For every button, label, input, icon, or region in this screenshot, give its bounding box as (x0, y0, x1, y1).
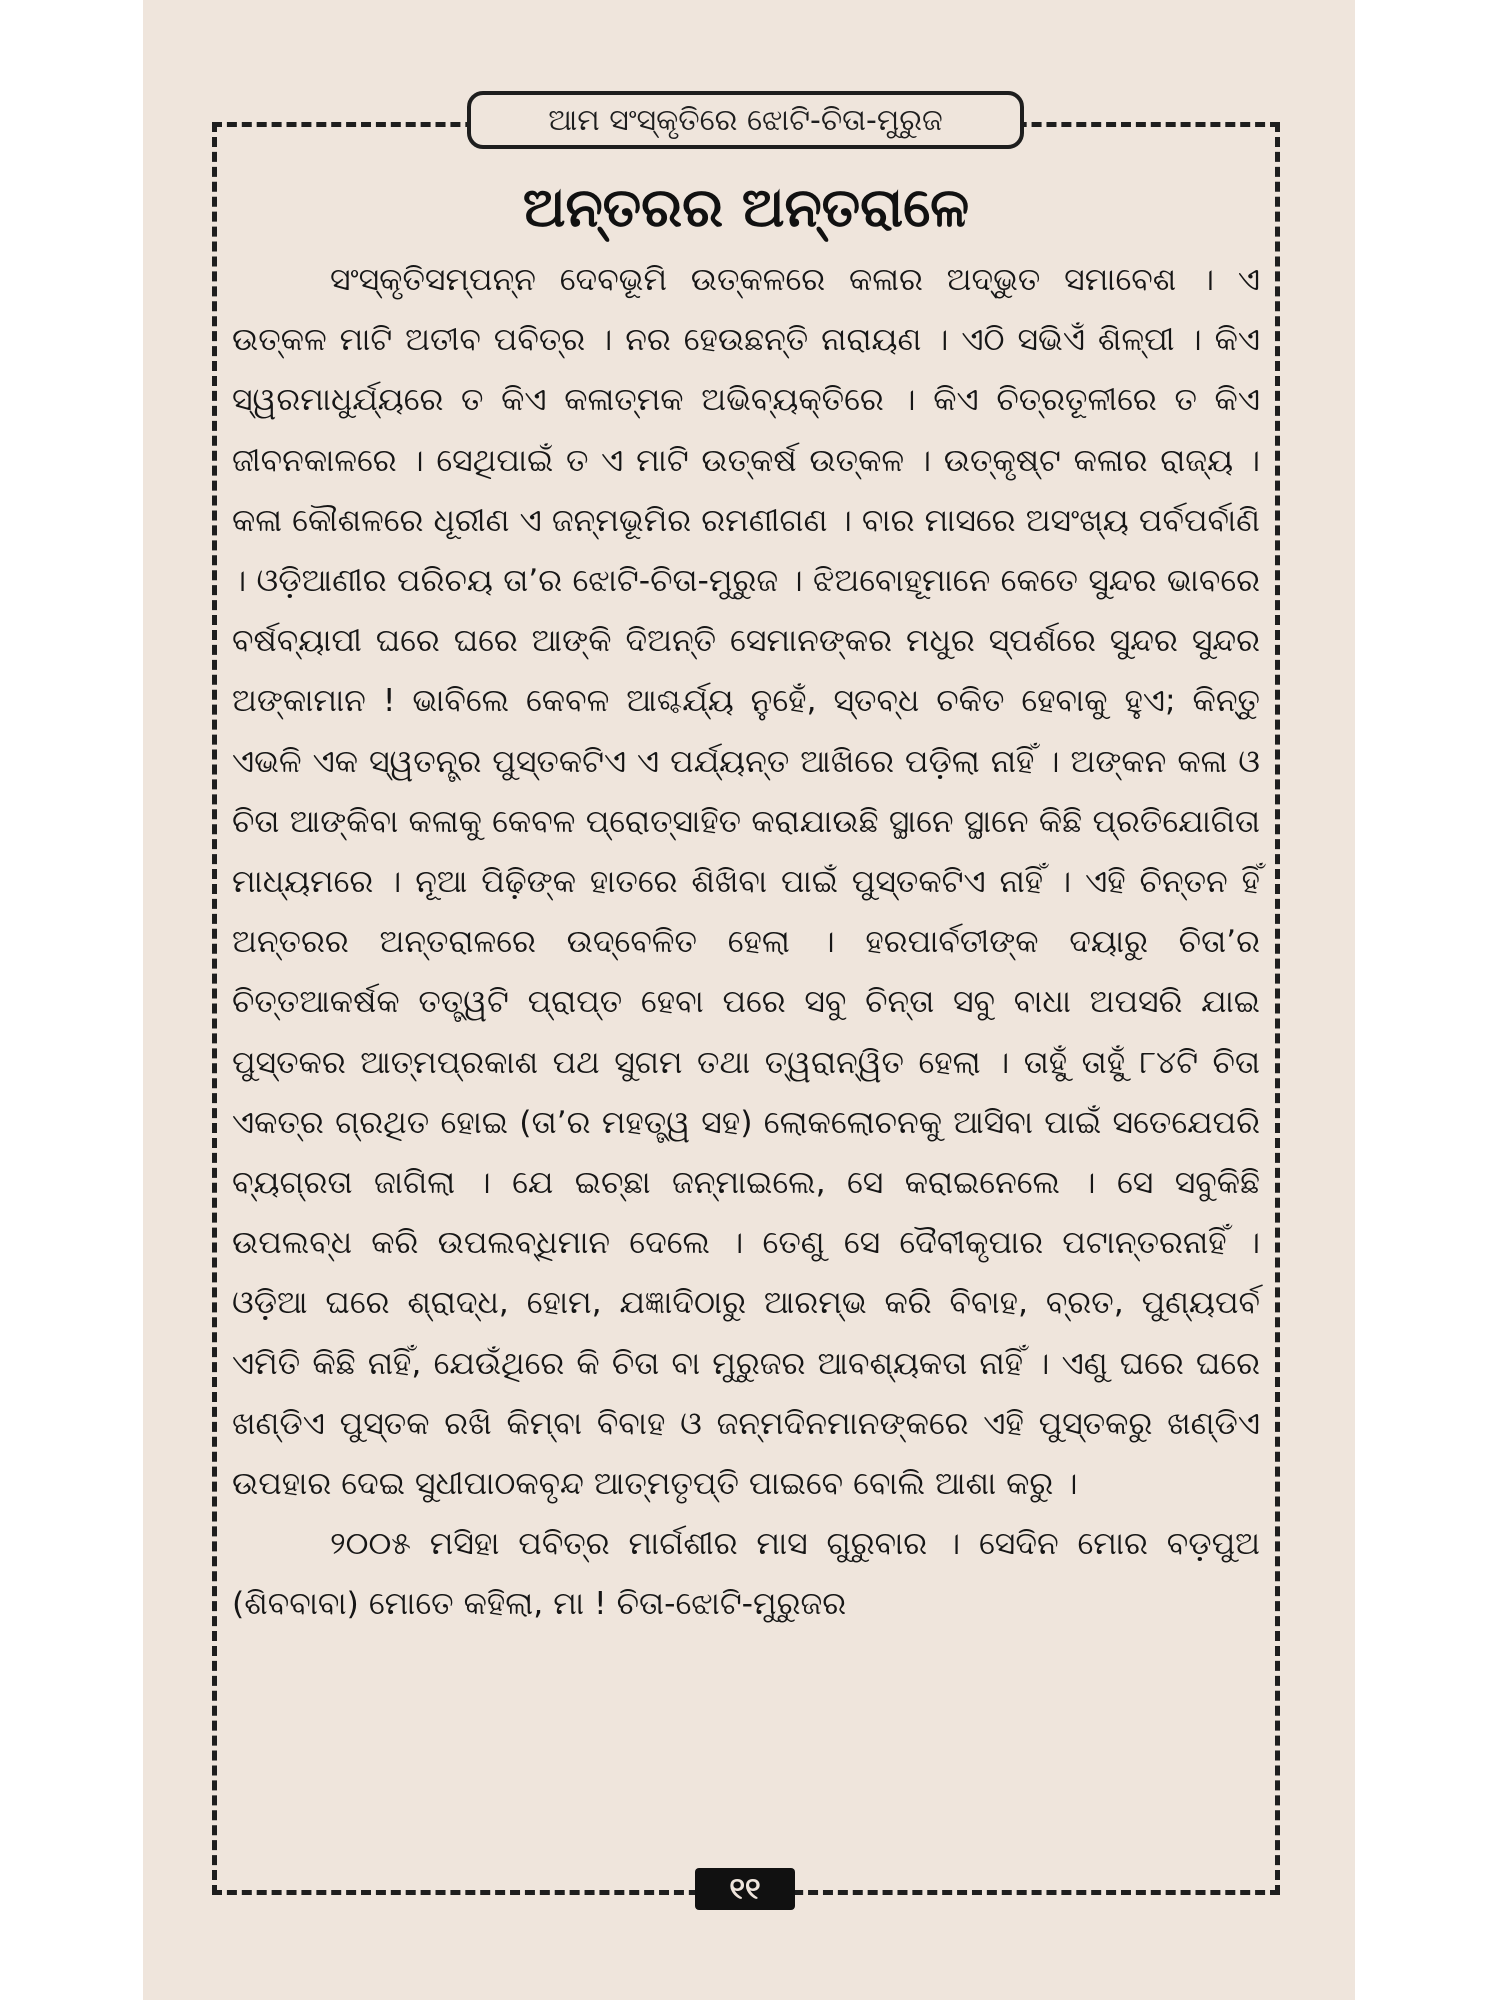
series-title-banner (467, 91, 1024, 149)
paragraph: ସଂସ୍କୃତିସମ୍ପନ୍ନ ଦେବଭୂମି ଉତ୍କଳରେ କଳାର ଅଦ୍ଭୁତ ସମାବେଶ । ଏ ଉତ୍କଳ ମାଟି ଅତୀବ ପବିତ୍ର । ନର ହେଉଛନ୍ତି ନାରାୟଣ । ଏଠି ସଭିଏଁ ଶିଳ୍ପୀ । କିଏ ସ୍ୱରମାଧୁର୍ଯ୍ୟରେ ତ କିଏ କଳାତ୍ମକ ଅଭିବ୍ୟକ୍ତିରେ । କିଏ ଚିତ୍ରତୂଳୀରେ ତ କିଏ ଜୀବନକାଳରେ । ସେଥିପାଇଁ ତ ଏ ମାଟି ଉତ୍କର୍ଷ ଉତ୍କଳ । ଉତ୍କୃଷ୍ଟ କଳାର ରାଜ୍ୟ । କଳା କୌଶଳରେ ଧୂରୀଣ ଏ ଜନ୍ମଭୂମିର ରମଣୀଗଣ । ବାର ମାସରେ ଅସଂଖ୍ୟ ପର୍ବପର୍ବାଣି । ଓଡ଼ିଆଣୀର ପରିଚୟ ତା’ର ଝୋଟି-ଚିତା-ମୁରୁଜ । ଝିଅବୋହୂମାନେ କେତେ ସୁନ୍ଦର ଭାବରେ ବର୍ଷବ୍ୟାପୀ ଘରେ ଘରେ ଆଙ୍କି ଦିଅନ୍ତି ସେମାନଙ୍କର ମଧୁର ସ୍ପର୍ଶରେ ସୁନ୍ଦର ସୁନ୍ଦର ଅଙ୍କାମାନ ! ଭାବିଲେ କେବଳ ଆଶ୍ଚର୍ଯ୍ୟ ନୁହେଁ, ସ୍ତବ୍ଧ ଚକିତ ହେବାକୁ ହୁଏ; କିନ୍ତୁ ଏଭଳି ଏକ ସ୍ୱତନ୍ତ୍ର ପୁସ୍ତକଟିଏ ଏ ପର୍ଯ୍ୟନ୍ତ ଆଖିରେ ପଡ଼ିଲା ନାହିଁ । ଅଙ୍କନ କଳା ଓ ଚିତା ଆଙ୍କିବା କଳାକୁ କେବଳ ପ୍ରୋତ୍ସାହିତ କରାଯାଉଛି ସ୍ଥାନେ ସ୍ଥାନେ କିଛି ପ୍ରତିଯୋଗିତା ମାଧ୍ୟମରେ । ନୂଆ ପିଢ଼ିଙ୍କ ହାତରେ ଶିଖିବା ପାଇଁ ପୁସ୍ତକଟିଏ ନାହିଁ । ଏହି ଚିନ୍ତନ ହିଁ ଅନ୍ତରର ଅନ୍ତରାଳରେ ଉଦ୍‌ବେଳିତ ହେଲା । ହରପାର୍ବତୀଙ୍କ ଦୟାରୁ ଚିତା’ର ଚିତ୍ତଆକର୍ଷକ ତତ୍ତ୍ୱଟି ପ୍ରାପ୍ତ ହେବା ପରେ ସବୁ ଚିନ୍ତା ସବୁ ବାଧା ଅପସରି ଯାଇ ପୁସ୍ତକର ଆତ୍ମପ୍ରକାଶ ପଥ ସୁଗମ ତଥା ତ୍ୱରାନ୍ୱିତ ହେଲା । ତାହୁଁ ତାହୁଁ ୮୪ଟି ଚିତା ଏକତ୍ର ଗ୍ରଥିତ ହୋଇ (ତା’ର ମହତ୍ତ୍ୱ ସହ) ଲୋକଲୋଚନକୁ ଆସିବା ପାଇଁ ସତେଯେପରି ବ୍ୟଗ୍ରତା ଜାଗିଲା । ଯେ ଇଚ୍ଛା ଜନ୍ମାଇଲେ, ସେ କରାଇନେଲେ । ସେ ସବୁକିଛି ଉପଲବ୍ଧ କରି ଉପଲବ୍ଧିମାନ ଦେଲେ । ତେଣୁ ସେ ଦୈବୀକୃପାର ପଟାନ୍ତରନାହିଁ । ଓଡ଼ିଆ ଘରେ ଶ୍ରାଦ୍ଧ, ହୋମ, ଯଜ୍ଞାଦିଠାରୁ ଆରମ୍ଭ କରି ବିବାହ, ବ୍ରତ, ପୁଣ୍ୟପର୍ବ ଏମିତି କିଛି ନାହିଁ, ଯେଉଁଥିରେ କି ଚିତା ବା ମୁରୁଜର ଆବଶ୍ୟକତା ନାହିଁ । ଏଣୁ ଘରେ ଘରେ ଖଣ୍ଡିଏ ପୁସ୍ତକ ରଖି କିମ୍ବା ବିବାହ ଓ ଜନ୍ମଦିନମାନଙ୍କରେ ଏହି ପୁସ୍ତକରୁ ଖଣ୍ଡିଏ ଉପହାର ଦେଇ ସୁଧୀପାଠକବୃନ୍ଦ ଆତ୍ମତୃପ୍ତି ପାଇବେ ବୋଲି ଆଶା କରୁ । (232, 262, 1260, 1503)
paragraph: ୨୦୦୫ ମସିହା ପବିତ୍ର ମାର୍ଗଶୀର ମାସ ଗୁରୁବାର । ସେଦିନ ମୋର ବଡ଼ପୁଅ (ଶିବବାବା) ମୋତେ କହିଲା, ମା ! ଚିତା-ଝୋଟି-ମୁରୁଜର (232, 1526, 1260, 1623)
chapter-body (232, 250, 1260, 1635)
page-number: ୧୧ (695, 1868, 795, 1910)
series-title: ଆମ ସଂସ୍କୃତିରେ ଝୋଟି-ଚିତା-ମୁରୁଜ (548, 102, 943, 138)
chapter-title: ଅନ୍ତରର ଅନ୍ତରାଳେ (522, 176, 970, 239)
